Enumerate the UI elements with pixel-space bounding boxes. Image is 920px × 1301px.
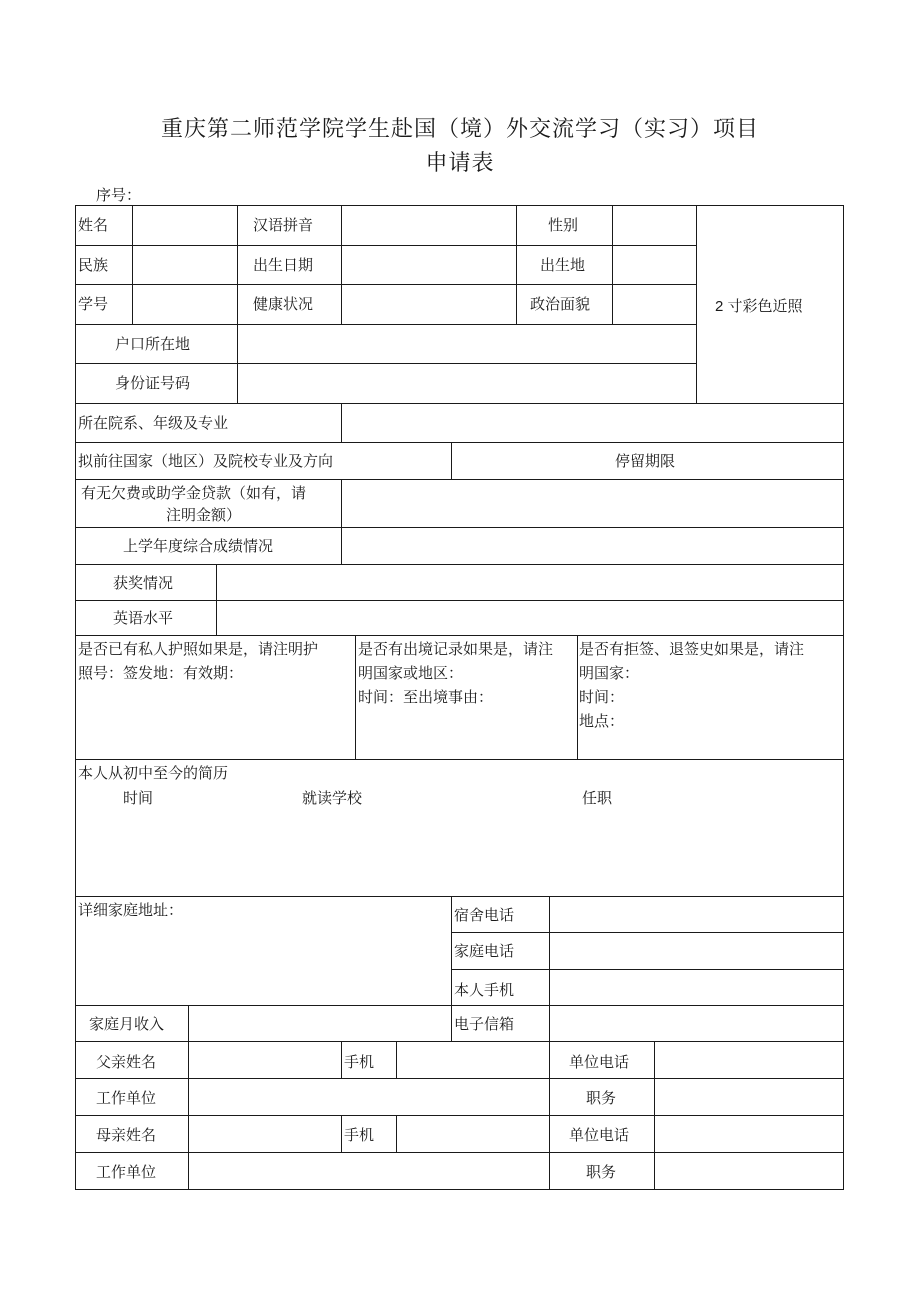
loan-label-line1: 有无欠费或助学金贷款（如有，请: [81, 484, 307, 502]
name-label: 姓名: [78, 216, 109, 234]
visa-refusal-question-line2: 明国家：: [579, 664, 640, 682]
email-label: 电子信箱: [454, 1015, 515, 1033]
mobile-label: 本人手机: [454, 981, 515, 999]
home-phone-label: 家庭电话: [454, 942, 515, 960]
pinyin-label: 汉语拼音: [253, 216, 314, 234]
loan-label-line2: 注明金额）: [166, 506, 242, 524]
father-work-phone-label: 单位电话: [569, 1053, 630, 1071]
father-position-label: 职务: [586, 1089, 617, 1107]
form-subtitle: 申请表: [425, 151, 495, 176]
birth-date-label: 出生日期: [253, 256, 314, 274]
duration-label: 停留期限: [615, 452, 676, 470]
passport-question-line1: 是否已有私人护照如果是，请注明护: [78, 640, 319, 658]
passport-question-line2: 照号：签发地：有效期：: [78, 664, 244, 682]
last-year-score-label: 上学年度综合成绩情况: [123, 537, 274, 555]
ethnicity-label: 民族: [78, 256, 109, 274]
mother-name-label: 母亲姓名: [96, 1126, 157, 1144]
resume-title: 本人从初中至今的简历: [78, 764, 229, 782]
hukou-label: 户口所在地: [115, 335, 191, 353]
monthly-income-label: 家庭月收入: [89, 1015, 165, 1033]
health-label: 健康状况: [253, 295, 314, 313]
awards-label: 获奖情况: [113, 574, 174, 592]
visa-refusal-question-line3: 时间：: [579, 688, 625, 706]
father-name-label: 父亲姓名: [96, 1053, 157, 1071]
mother-position-label: 职务: [586, 1163, 617, 1181]
gender-label: 性别: [548, 216, 579, 234]
resume-col-school: 就读学校: [302, 789, 363, 807]
destination-label: 拟前往国家（地区）及院校专业及方向: [78, 452, 334, 470]
department-label: 所在院系、年级及专业: [78, 414, 229, 432]
father-mobile-label: 手机: [344, 1053, 375, 1071]
photo-placeholder: 2 寸彩色近照: [715, 298, 803, 315]
student-id-label: 学号: [78, 295, 109, 313]
serial-number-label: 序号：: [96, 186, 142, 204]
home-address-label: 详细家庭地址：: [78, 901, 184, 919]
dorm-phone-label: 宿舍电话: [454, 906, 515, 924]
father-employer-label: 工作单位: [96, 1089, 157, 1107]
exit-record-question-line3: 时间：至出境事由：: [358, 688, 494, 706]
form-title: 重庆第二师范学院学生赴国（境）外交流学习（实习）项目: [160, 117, 759, 142]
political-status-label: 政治面貌: [530, 295, 591, 313]
exit-record-question-line1: 是否有出境记录如果是，请注: [358, 640, 554, 658]
english-level-label: 英语水平: [113, 609, 174, 627]
visa-refusal-question-line1: 是否有拒签、退签史如果是，请注: [579, 640, 805, 658]
visa-refusal-question-line4: 地点：: [579, 712, 625, 730]
mother-employer-label: 工作单位: [96, 1163, 157, 1181]
resume-col-position: 任职: [582, 789, 613, 807]
exit-record-question-line2: 明国家或地区：: [358, 664, 464, 682]
resume-col-time: 时间: [123, 789, 154, 807]
birthplace-label: 出生地: [540, 256, 586, 274]
id-number-label: 身份证号码: [115, 374, 191, 392]
mother-work-phone-label: 单位电话: [569, 1126, 630, 1144]
mother-mobile-label: 手机: [344, 1126, 375, 1144]
